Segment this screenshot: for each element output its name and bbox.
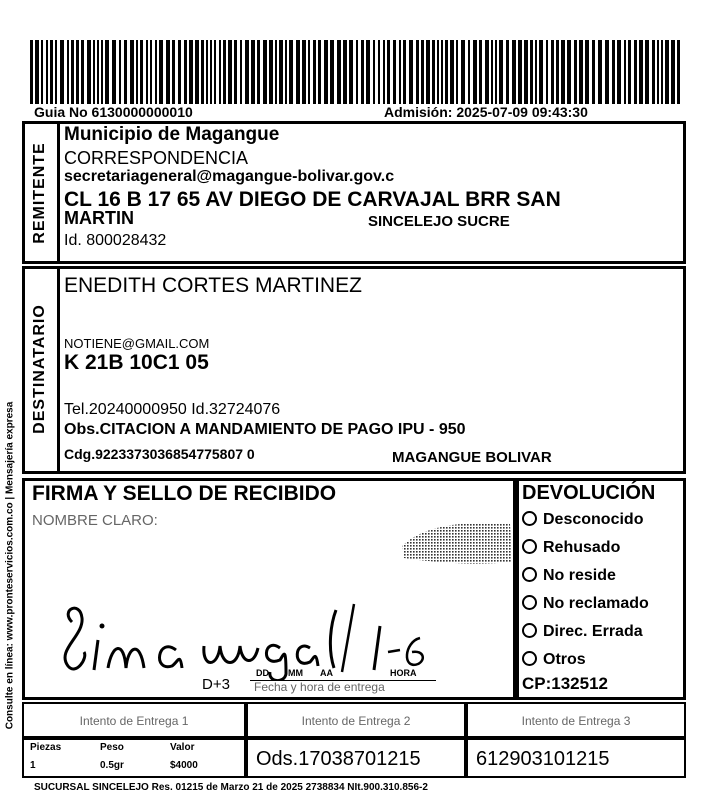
destinatario-tel: Tel.20240000950 Id.32724076 <box>64 401 281 418</box>
radio-icon <box>522 623 537 638</box>
envio-details: Piezas 1 Peso 0.5gr Valor $4000 <box>22 738 246 778</box>
intento-1: Intento de Entrega 1 <box>22 702 246 738</box>
fecha-col-hora: HORA <box>390 668 417 678</box>
option-rehusado[interactable]: Rehusado <box>522 534 649 562</box>
option-otros[interactable]: Otros <box>522 646 649 674</box>
destinatario-label: DESTINATARIO <box>31 304 48 434</box>
codigo-postal: CP:132512 <box>522 674 609 693</box>
remitente-city: SINCELEJO SUCRE <box>368 213 510 230</box>
signature <box>54 596 514 680</box>
intento-3: Intento de Entrega 3 <box>466 702 686 738</box>
tracking-number: 612903101215 <box>466 738 686 778</box>
remitente-name: Municipio de Magangue <box>64 124 280 145</box>
option-desconocido[interactable]: Desconocido <box>522 506 649 534</box>
hand-mark: D+3 <box>202 676 230 693</box>
guia-number: Guia No 6130000000010 <box>34 104 193 120</box>
devolucion-title: DEVOLUCIÓN <box>522 482 656 504</box>
remitente-address: CL 16 B 17 65 AV DIEGO DE CARVAJAL BRR SAN <box>64 188 561 211</box>
destinatario-city: MAGANGUE BOLIVAR <box>392 449 552 466</box>
ods-number: Ods.17038701215 <box>246 738 466 778</box>
option-no-reclamado[interactable]: No reclamado <box>522 590 649 618</box>
remitente-address-2: MARTIN <box>64 208 134 228</box>
radio-icon <box>522 539 537 554</box>
fecha-col-mm: MM <box>288 668 303 678</box>
fecha-col-aa: AA <box>320 668 333 678</box>
destinatario-address: K 21B 10C1 05 <box>64 351 209 374</box>
side-text: Consulte en línea: www.pronteservicios.com.co | Mensajería expresa <box>4 401 16 730</box>
option-direc-errada[interactable]: Direc. Errada <box>522 618 649 646</box>
radio-icon <box>522 511 537 526</box>
destinatario-name: ENEDITH CORTES MARTINEZ <box>64 274 362 297</box>
fecha-label: Fecha y hora de entrega <box>254 680 385 694</box>
footer-text: SUCURSAL SINCELEJO Res. 01215 de Marzo 21 de 2025 2738834 NIt.900.310.856-2 <box>34 782 428 793</box>
destinatario-obs: Obs.CITACION A MANDAMIENTO DE PAGO IPU - 950 <box>64 421 466 438</box>
remitente-email: secretariageneral@magangue-bolivar.gov.c <box>64 168 395 185</box>
remitente-dept: CORRESPONDENCIA <box>64 148 249 168</box>
radio-icon <box>522 595 537 610</box>
radio-icon <box>522 567 537 582</box>
barcode <box>30 40 684 104</box>
intento-2: Intento de Entrega 2 <box>246 702 466 738</box>
admision-date: Admisión: 2025-07-09 09:43:30 <box>384 104 588 120</box>
destinatario-code: Cdg.9223373036854775807 0 <box>64 446 255 462</box>
destinatario-email: NOTIENE@GMAIL.COM <box>64 336 210 351</box>
nombre-claro-label: NOMBRE CLARO: <box>32 512 158 529</box>
radio-icon <box>522 651 537 666</box>
firma-title: FIRMA Y SELLO DE RECIBIDO <box>32 482 337 505</box>
stamp-mark <box>392 518 516 568</box>
option-no-reside[interactable]: No reside <box>522 562 649 590</box>
fecha-col-dd: DD <box>256 668 269 678</box>
devolucion-options <box>522 506 649 674</box>
remitente-id: Id. 800028432 <box>64 232 167 249</box>
remitente-label: REMITENTE <box>31 142 48 244</box>
